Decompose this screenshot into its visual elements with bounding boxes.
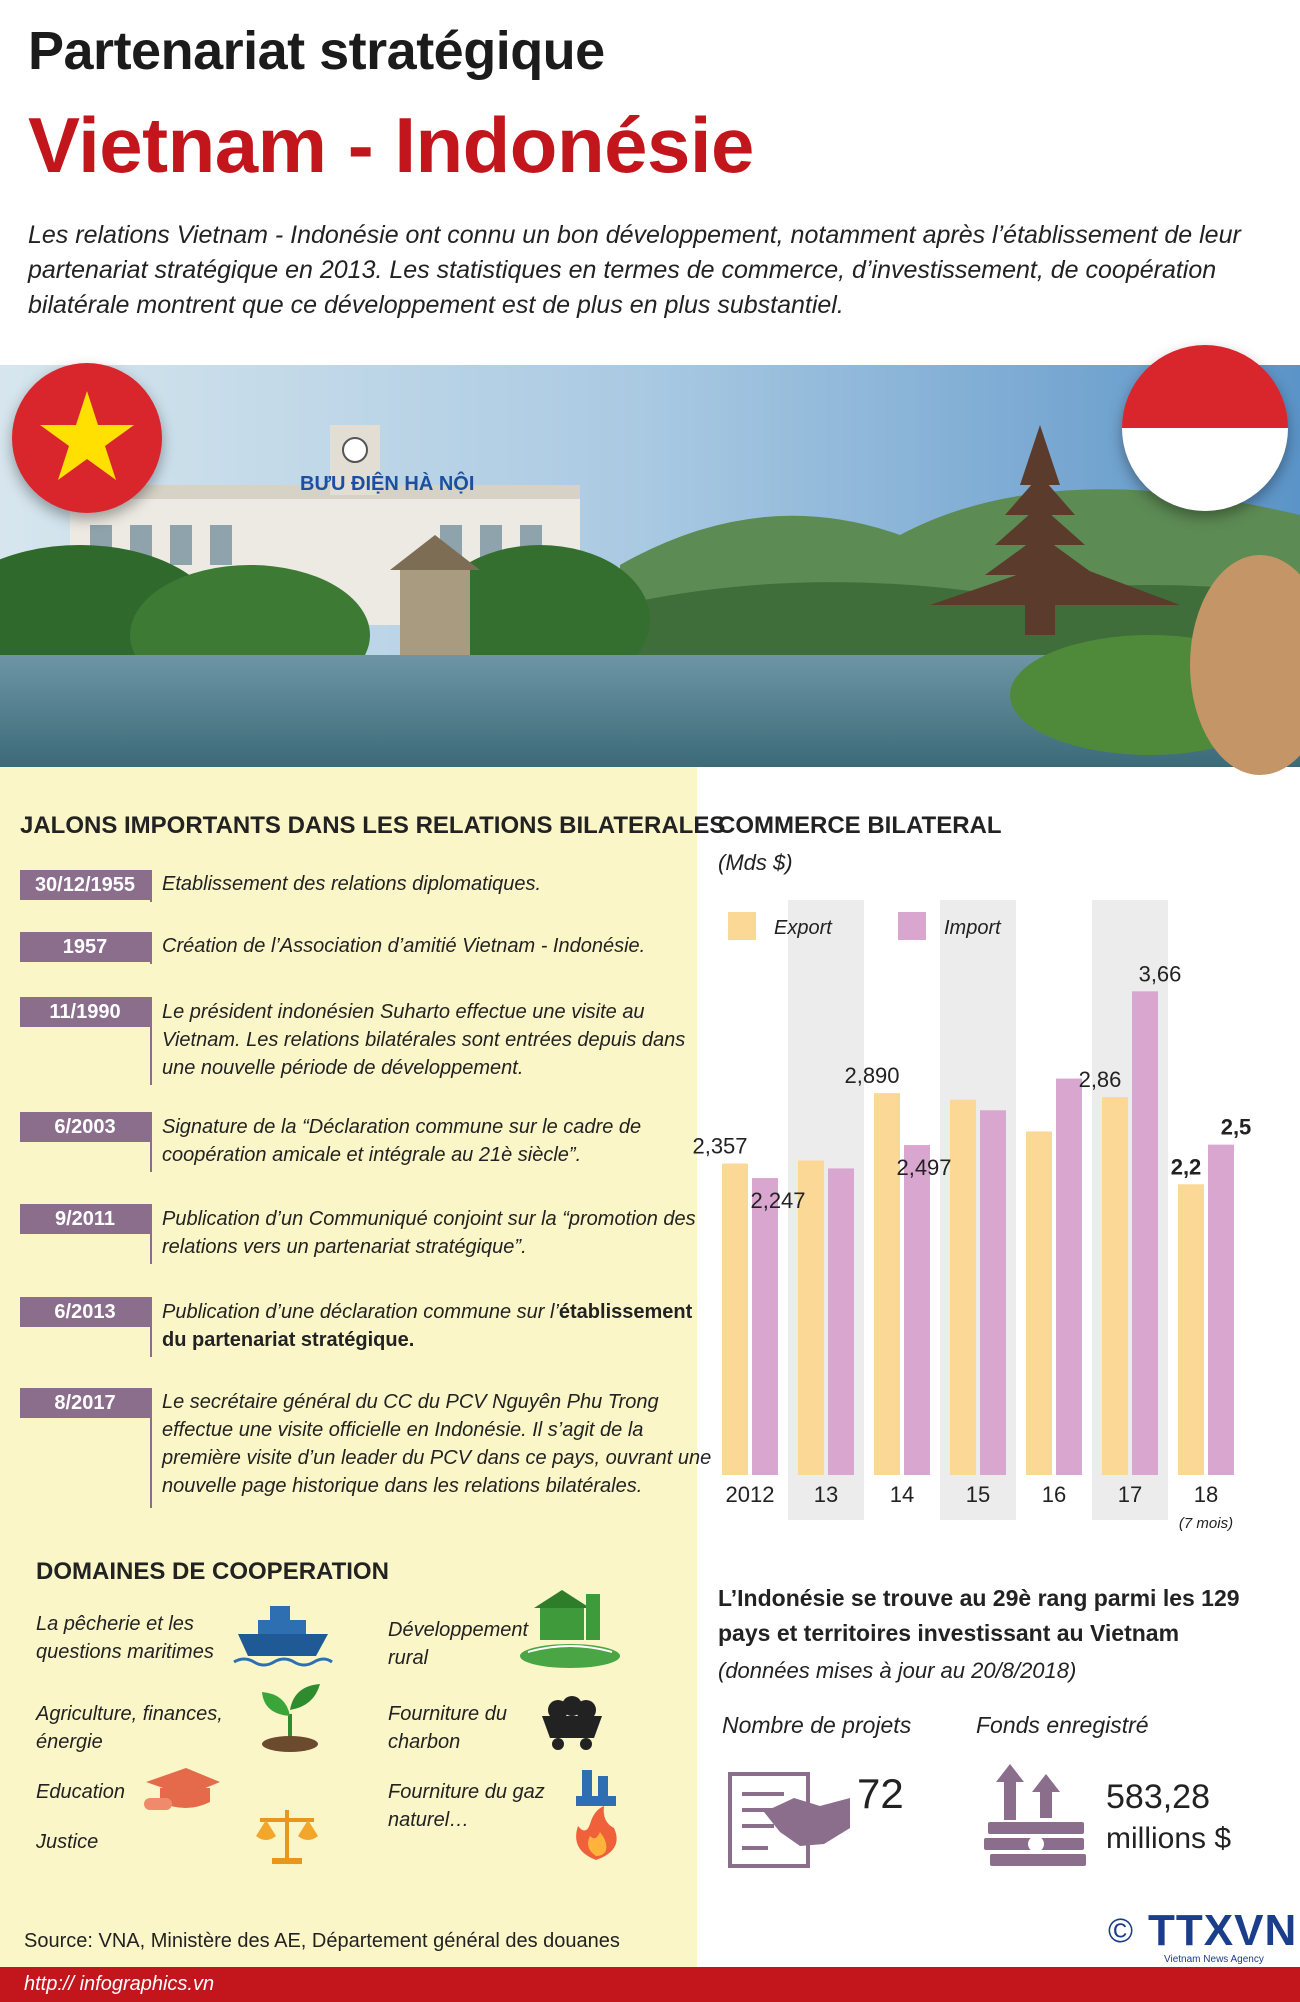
- milestone-date: 6/2013: [20, 1297, 150, 1327]
- milestone-line: [150, 1297, 152, 1357]
- milestone-line: [150, 997, 152, 1085]
- page-subtitle: Vietnam - Indonésie: [28, 101, 754, 189]
- milestone-text-part: Publication d’une déclaration commune sur l’: [162, 1301, 559, 1323]
- building-sign: BƯU ĐIỆN HÀ NỘI: [300, 473, 475, 495]
- intro-paragraph: Les relations Vietnam - Indonésie ont connu un bon développement, notamment après l’établissement de leur partenariat stratégique en 2013. Les statistiques en termes de commerce, d’investissement, de coopération bilatérale montrent que ce développement est de plus en plus substantiel.: [28, 221, 1241, 319]
- bar-import: [1132, 991, 1158, 1475]
- milestone-date: 30/12/1955: [20, 870, 150, 900]
- x-tick-label: 16: [1041, 1482, 1067, 1507]
- legend-label: Export: [774, 917, 832, 939]
- data-label: 2,2: [1170, 1154, 1202, 1180]
- milestone-text: Signature de la “Déclaration commune sur le cadre de coopération amicale et intégrale au 21è siècle”.: [162, 1116, 642, 1166]
- funds-value: 583,28: [1106, 1778, 1210, 1816]
- milestone-date: 1957: [20, 932, 150, 962]
- bar-import: [980, 1110, 1006, 1475]
- domain-gas: Fourniture du gaz naturel…: [388, 1781, 545, 1831]
- data-label: 2,247: [750, 1188, 806, 1214]
- domain-justice: Justice: [36, 1831, 99, 1853]
- milestone-date: 6/2003: [20, 1112, 150, 1142]
- bar-export: [722, 1164, 748, 1475]
- data-label: 2,357: [692, 1133, 748, 1159]
- coal-cart-icon: [538, 1694, 606, 1754]
- bar-export: [1102, 1097, 1128, 1475]
- bar-import: [904, 1145, 930, 1475]
- bar-export: [1026, 1131, 1052, 1475]
- projects-value: 72: [857, 1770, 904, 1817]
- bar-import: [1056, 1079, 1082, 1475]
- milestone-date: 9/2011: [20, 1204, 150, 1234]
- trade-bar-chart: [692, 880, 1280, 1560]
- bar-export: [950, 1100, 976, 1475]
- milestone-text: Etablissement des relations diplomatiques.: [162, 873, 542, 895]
- domains-heading: DOMAINES DE COOPERATION: [36, 1558, 389, 1585]
- vietnam-flag-icon: [12, 363, 162, 513]
- banner-image: [0, 365, 1300, 767]
- landscape-illustration: [0, 365, 1300, 767]
- investment-rank-line2: pays et territoires investissant au Vietnam: [718, 1620, 1180, 1646]
- milestone-text: [162, 1298, 717, 1354]
- milestone-text: Le président indonésien Suharto effectue une visite au Vietnam. Les relations bilatérales sont entrées depuis dans une nouvelle période de développement.: [162, 1001, 686, 1079]
- footer-url[interactable]: http:// infographics.vn: [24, 1973, 215, 1995]
- legend-swatch: [898, 912, 926, 940]
- page-title: Partenariat stratégique: [28, 21, 605, 81]
- chart-title: COMMERCE BILATERAL: [718, 812, 1002, 839]
- farm-icon: [520, 1588, 620, 1670]
- x-tick-label: 15: [965, 1482, 991, 1507]
- milestone-line: [150, 1112, 152, 1172]
- x-tick-label: 2012: [725, 1482, 775, 1507]
- data-label: 2,890: [844, 1063, 900, 1089]
- indonesia-flag-icon: [1122, 345, 1288, 511]
- bar-import: [1208, 1145, 1234, 1475]
- investment-note: (données mises à jour au 20/8/2018): [718, 1658, 1077, 1683]
- domain-education: Education: [36, 1781, 125, 1803]
- domain-coal: Fourniture du charbon: [388, 1703, 507, 1753]
- legend-label: Import: [944, 917, 1001, 939]
- milestone-date: 8/2017: [20, 1388, 150, 1418]
- projects-label: Nombre de projets: [722, 1712, 912, 1738]
- milestone-text: Publication d’un Communiqué conjoint sur la “promotion des relations vers un partenariat stratégique”.: [162, 1208, 696, 1258]
- funds-label: Fonds enregistré: [976, 1712, 1149, 1738]
- data-label: 3,66: [1138, 961, 1182, 987]
- handshake-document-icon: [724, 1762, 854, 1872]
- milestone-text: Le secrétaire général du CC du PCV Nguyên Phu Trong effectue une visite officielle en Indonésie. Il s’agit de la première visite d’un leader du PCV dans ce pays, ouvrant une nouvelle page historique dans les relations bilatérales.: [162, 1391, 712, 1497]
- milestone-line: [150, 1388, 152, 1508]
- bar-import: [828, 1168, 854, 1475]
- sprout-icon: [254, 1680, 326, 1752]
- legend-swatch: [728, 912, 756, 940]
- data-label: 2,86: [1078, 1067, 1122, 1093]
- x-tick-label: 13: [813, 1482, 839, 1507]
- investment-rank-line1: L’Indonésie se trouve au 29è rang parmi les 129: [718, 1585, 1240, 1611]
- ttxvn-logo-sub: Vietnam News Agency: [1164, 1954, 1264, 1965]
- data-label: 2,5: [1220, 1114, 1252, 1140]
- scales-icon: [252, 1806, 322, 1868]
- milestone-line: [150, 932, 152, 964]
- funds-unit: millions $: [1106, 1822, 1232, 1855]
- source-note: Source: VNA, Ministère des AE, Département général des douanes: [24, 1930, 620, 1952]
- milestone-line: [150, 870, 152, 902]
- milestones-heading: JALONS IMPORTANTS DANS LES RELATIONS BILATERALES: [20, 812, 726, 839]
- milestone-text-bold: établissement du partenariat stratégique.: [162, 1301, 693, 1351]
- x-tick-label: 17: [1117, 1482, 1143, 1507]
- x-tick-label: 18: [1193, 1482, 1219, 1507]
- domain-rural: Développement rural: [388, 1619, 529, 1669]
- ttxvn-logo: TTXVN: [1148, 1906, 1298, 1955]
- copyright-symbol: ©: [1108, 1912, 1134, 1950]
- data-label: 2,497: [896, 1155, 952, 1181]
- graduation-cap-icon: [140, 1762, 222, 1818]
- domain-agriculture: Agriculture, finances, énergie: [36, 1703, 223, 1753]
- milestone-line: [150, 1204, 152, 1264]
- bar-export: [1178, 1184, 1204, 1475]
- chart-unit: (Mds $): [718, 850, 793, 875]
- milestone-text: Création de l’Association d’amitié Vietnam - Indonésie.: [162, 935, 646, 957]
- ship-icon: [232, 1600, 332, 1670]
- gas-fire-icon: [564, 1766, 628, 1862]
- bar-export: [874, 1093, 900, 1475]
- milestone-date: 11/1990: [20, 997, 150, 1027]
- x-tick-note: (7 mois): [1178, 1515, 1234, 1532]
- domain-fisheries: La pêcherie et les questions maritimes: [36, 1613, 214, 1663]
- x-tick-label: 14: [889, 1482, 915, 1507]
- bar-import: [752, 1178, 778, 1475]
- money-growth-icon: [980, 1760, 1092, 1876]
